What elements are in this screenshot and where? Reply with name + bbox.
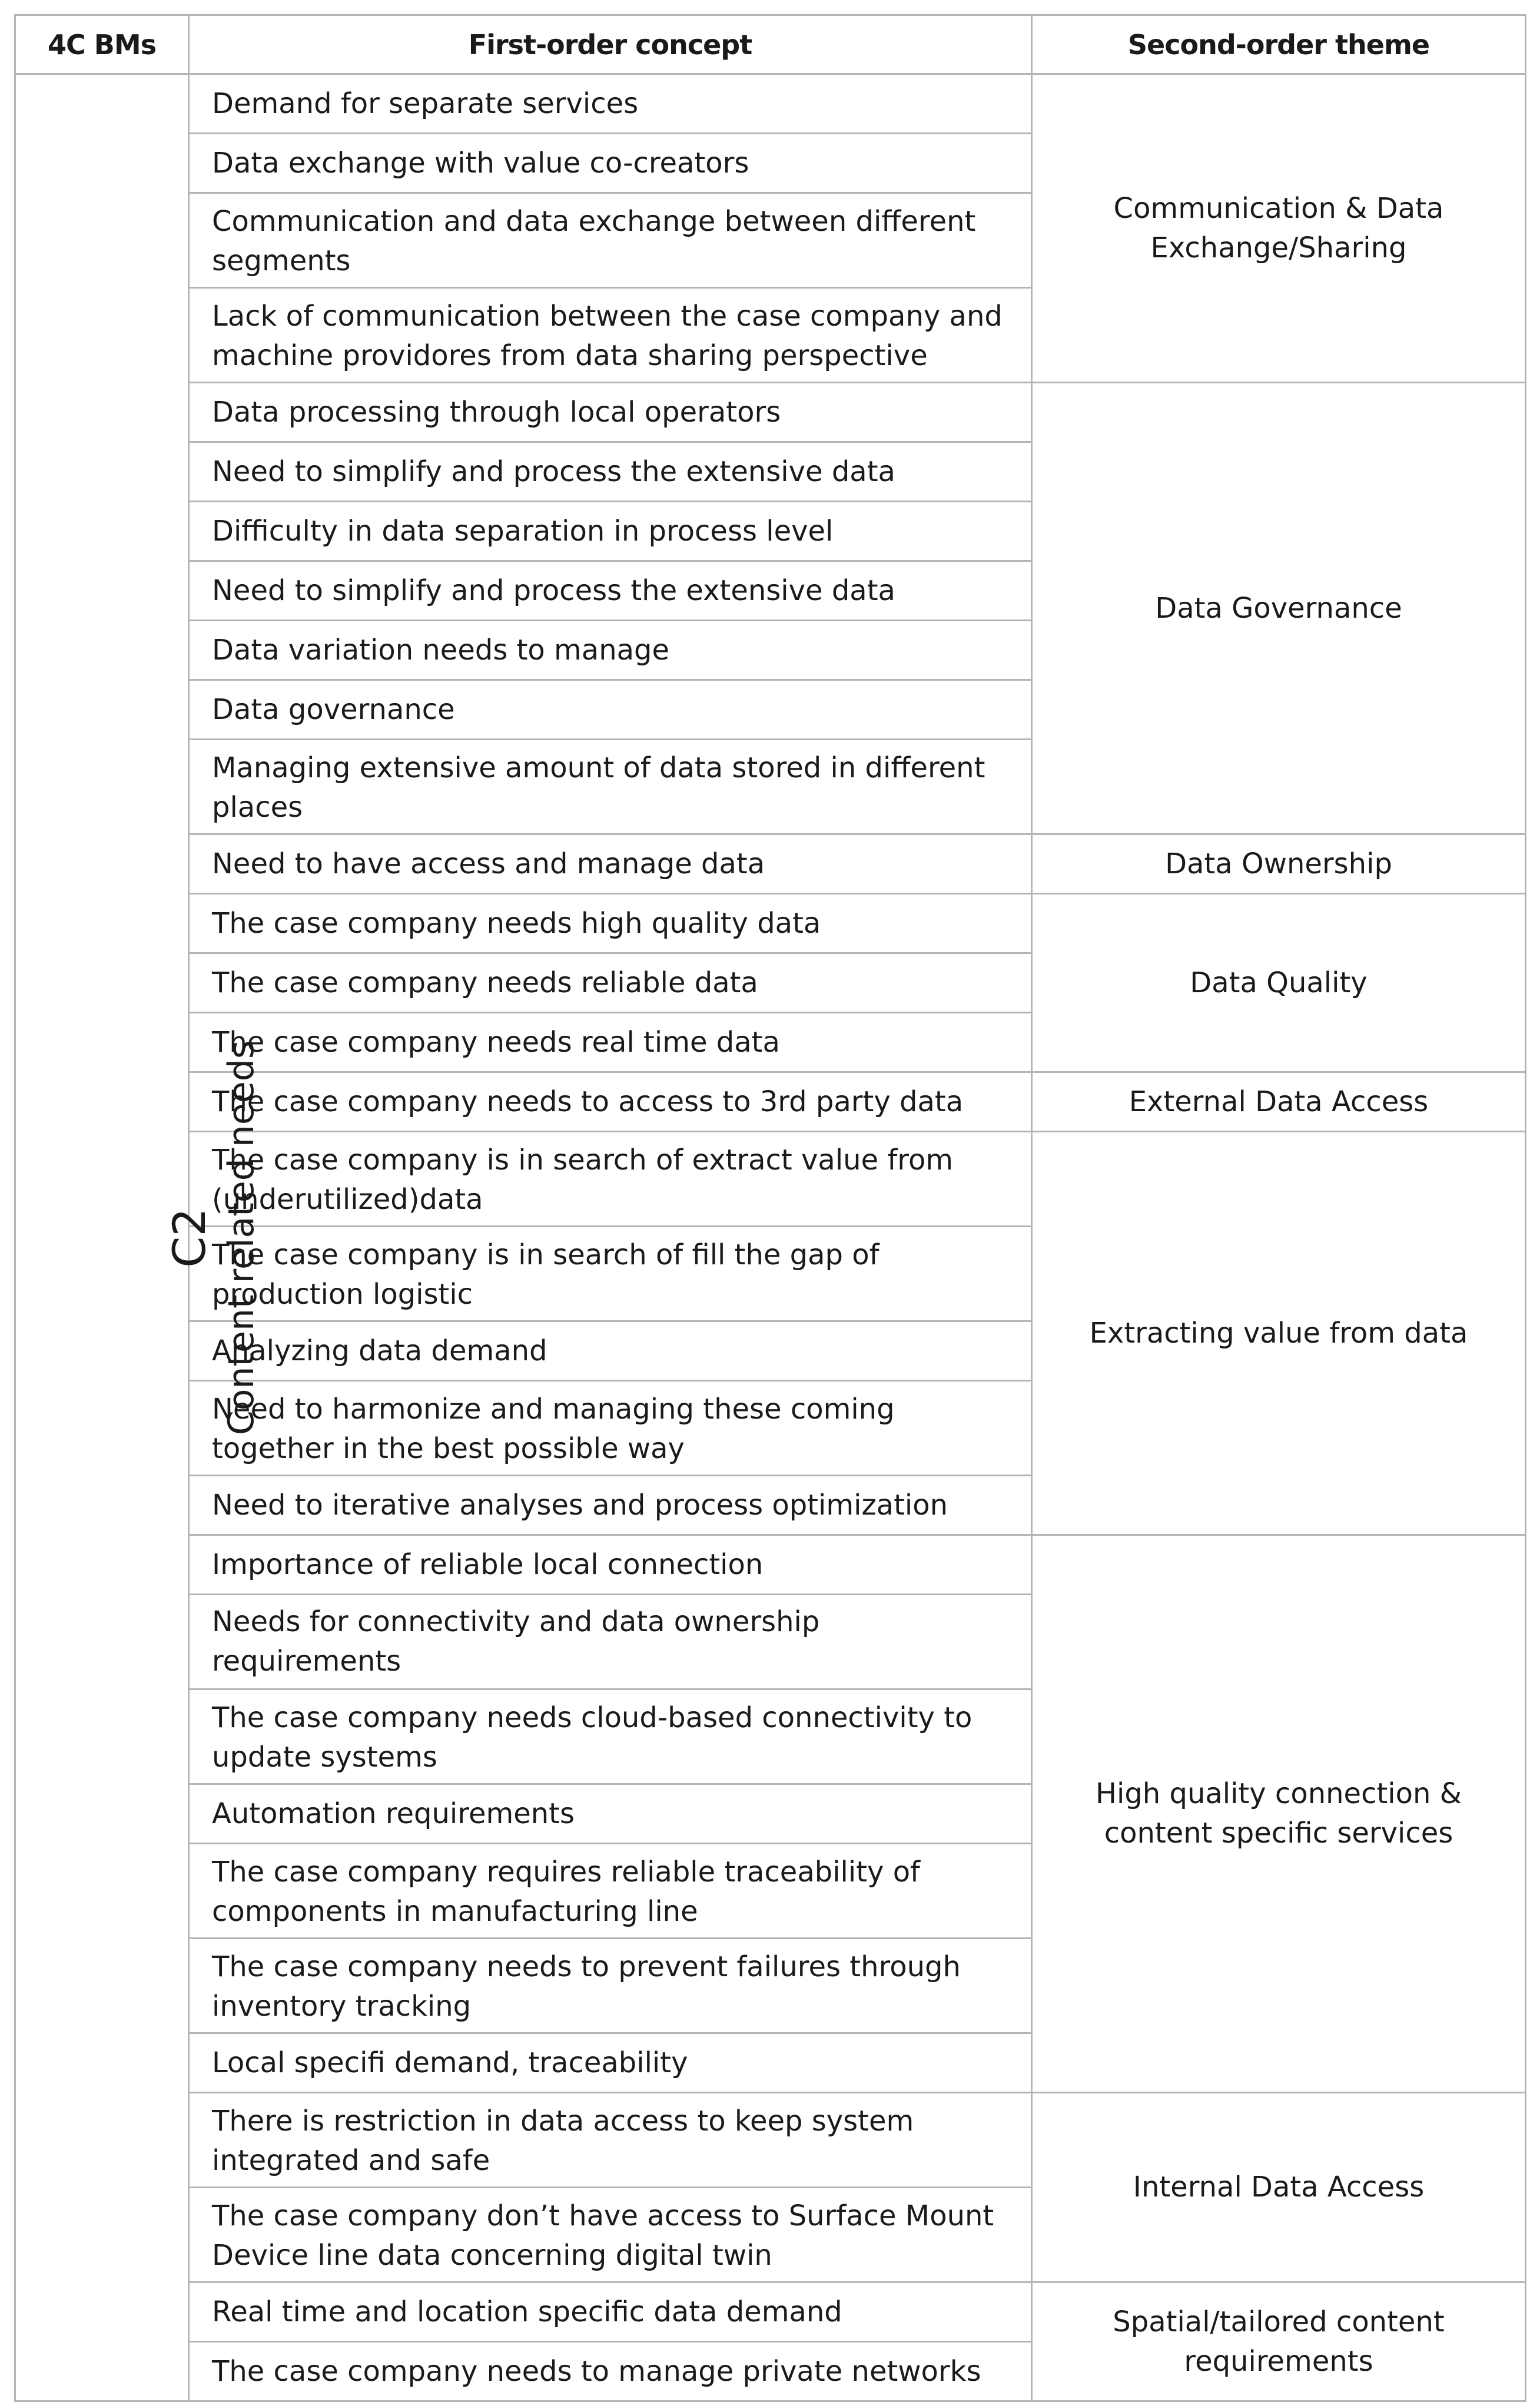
concept-cell: The case company needs high quality data — [189, 894, 1032, 953]
concept-cell: The case company needs to prevent failures through inventory tracking — [189, 1939, 1032, 2033]
header-concept: First-order concept — [189, 15, 1032, 74]
concept-cell: Need to iterative analyses and process optimization — [189, 1476, 1032, 1535]
table-row — [15, 834, 1526, 894]
concept-cell: The case company needs to access to 3rd party data — [189, 1072, 1032, 1132]
concept-cell: The case company don’t have access to Surface Mount Device line data concerning digital twin — [189, 2188, 1032, 2282]
theme-cell: Internal Data Access — [1032, 2093, 1526, 2282]
header-row — [15, 15, 1526, 74]
bm-rotated-label — [161, 1040, 265, 1434]
concept-cell: Need to simplify and process the extensive data — [189, 442, 1032, 502]
concept-cell: The case company requires reliable traceability of components in manufacturing line — [189, 1844, 1032, 1939]
concept-cell: Data variation needs to manage — [189, 621, 1032, 680]
concept-cell: Difficulty in data separation in process level — [189, 502, 1032, 561]
concept-cell: Needs for connectivity and data ownership requirements — [189, 1595, 1032, 1689]
table-body — [15, 74, 1526, 2401]
table-row — [15, 1535, 1526, 1595]
concept-cell: The case company is in search of fill the gap of production logistic — [189, 1227, 1032, 1321]
table-row — [15, 383, 1526, 442]
theme-cell: Data Quality — [1032, 894, 1526, 1072]
concept-cell: Data governance — [189, 680, 1032, 740]
bm-label: Content related needs — [221, 1040, 263, 1435]
table-row — [15, 2282, 1526, 2342]
concept-cell: Data exchange with value co-creators — [189, 134, 1032, 193]
concept-cell: There is restriction in data access to keep system integrated and safe — [189, 2093, 1032, 2188]
concept-cell: Demand for separate services — [189, 74, 1032, 134]
concept-cell: Real time and location specific data demand — [189, 2282, 1032, 2342]
concept-cell: The case company needs cloud-based connectivity to update systems — [189, 1689, 1032, 1784]
theme-cell: Spatial/tailored content requirements — [1032, 2282, 1526, 2401]
theme-cell: High quality connection & content specific services — [1032, 1535, 1526, 2093]
concept-cell: The case company needs to manage private networks — [189, 2342, 1032, 2401]
concept-cell: Need to harmonize and managing these coming together in the best possible way — [189, 1381, 1032, 1476]
concept-cell: Analyzing data demand — [189, 1321, 1032, 1381]
concept-cell: The case company needs reliable data — [189, 953, 1032, 1013]
concept-cell: The case company needs real time data — [189, 1013, 1032, 1072]
concept-cell: Importance of reliable local connection — [189, 1535, 1032, 1595]
bm-cell — [15, 74, 263, 2401]
concept-cell: Data processing through local operators — [189, 383, 1032, 442]
theme-cell: Data Governance — [1032, 383, 1526, 834]
table-row — [15, 74, 1526, 134]
table-row — [15, 2093, 1526, 2188]
concept-cell: Lack of communication between the case company and machine providores from data sharing perspective — [189, 288, 1032, 383]
concept-cell: Managing extensive amount of data stored in different places — [189, 740, 1032, 834]
concept-cell: Communication and data exchange between different segments — [189, 193, 1032, 288]
header-bm: 4C BMs — [15, 15, 189, 74]
theme-cell: Data Ownership — [1032, 834, 1526, 894]
theme-cell: External Data Access — [1032, 1072, 1526, 1132]
concept-cell: Need to simplify and process the extensive data — [189, 561, 1032, 621]
bm-code: C2 — [163, 1207, 216, 1268]
table-wrapper — [14, 14, 1526, 2402]
table-row — [15, 894, 1526, 953]
theme-cell: Communication & Data Exchange/Sharing — [1032, 74, 1526, 383]
concept-cell: Automation requirements — [189, 1784, 1032, 1844]
concept-cell: Need to have access and manage data — [189, 834, 1032, 894]
header-theme: Second-order theme — [1032, 15, 1526, 74]
concept-cell: The case company is in search of extract value from (underutilized)data — [189, 1132, 1032, 1227]
concept-cell: Local specifi demand, traceability — [189, 2033, 1032, 2093]
theme-cell: Extracting value from data — [1032, 1132, 1526, 1535]
needs-table — [14, 14, 1526, 2402]
